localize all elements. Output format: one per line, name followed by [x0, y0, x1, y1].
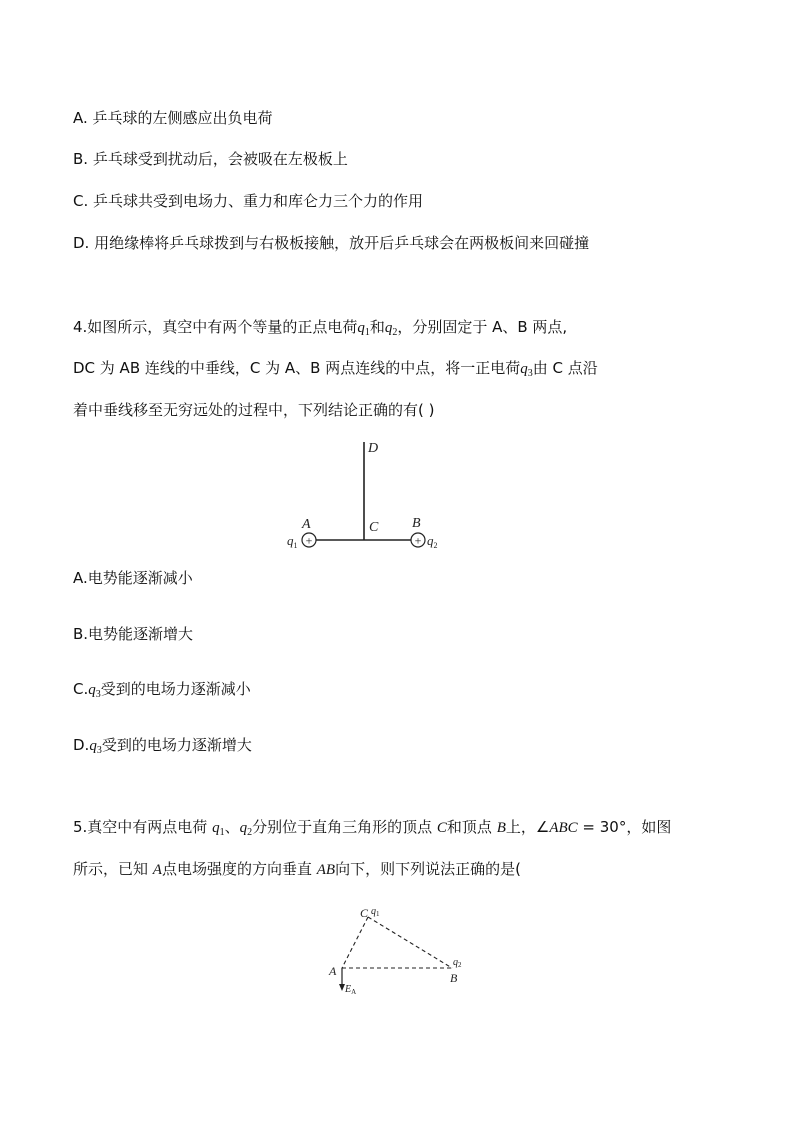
- segment-ca: [342, 917, 368, 968]
- label-q2: $q_2$: [453, 957, 462, 969]
- q3-symbol: $q_3$: [520, 361, 533, 379]
- label-d: D: [368, 441, 379, 456]
- label-c: C: [369, 520, 379, 535]
- label-q1: $q_1$: [287, 533, 298, 550]
- q3-option-b: B. 乒乓球受到扰动后，会被吸在左极板上: [73, 150, 348, 168]
- q4-figure: [280, 436, 460, 556]
- q5-stem-line2: 所示，已知 A点电场强度的方向垂直 AB向下，则下列说法正确的是(: [73, 860, 521, 878]
- q4-option-d: $D.q_3$受到的电场力逐渐增大: [73, 736, 252, 756]
- label-a: A: [329, 964, 337, 978]
- label-q2: $q_2$: [427, 533, 438, 550]
- q3-option-a: A. 乒乓球的左侧感应出负电荷: [73, 109, 273, 127]
- q4-option-c: $C.q_3$受到的电场力逐渐减小: [73, 680, 251, 700]
- q4-option-b: B.电势能逐渐增大: [73, 625, 194, 643]
- q5-figure: [320, 900, 480, 1000]
- q2-symbol: $q_2$: [384, 320, 398, 338]
- svg-text:+: +: [414, 533, 422, 548]
- label-b: B: [412, 516, 421, 531]
- q4-option-a: A.电势能逐渐减小: [73, 569, 193, 587]
- q4-stem-line1: 4.如图所示，真空中有两个等量的正点电荷$q_1$和$q_2$，分别固定于 A、B 两点,: [73, 318, 568, 338]
- label-q1: $q_1$: [371, 906, 380, 918]
- q3-option-c: C. 乒乓球共受到电场力、重力和库仑力三个力的作用: [73, 192, 424, 210]
- q4-stem-line2: DC 为 AB 连线的中垂线，C 为 A、B 两点连线的中点，将一正电荷$q_3$由 C 点沿: [73, 359, 598, 379]
- label-c: C: [360, 906, 369, 920]
- label-ea: $E_A$: [345, 984, 357, 996]
- q4-stem-line3: 着中垂线移至无穷远处的过程中，下列结论正确的有( ): [73, 401, 435, 419]
- q1-symbol: $q_1$: [357, 320, 370, 338]
- q5-stem-line1: 5.真空中有两点电荷 $q_1$、$q_2$分别位于直角三角形的顶点 C和顶点 B上，∠ABC = 30°，如图: [73, 818, 672, 838]
- label-b: B: [450, 971, 458, 985]
- q3-option-d: D. 用绝缘棒将乒乓球拨到与右极板接触，放开后乒乓球会在两极板间来回碰撞: [73, 234, 590, 252]
- svg-text:+: +: [305, 533, 313, 548]
- segment-cb: [368, 917, 452, 968]
- label-a: A: [302, 517, 311, 532]
